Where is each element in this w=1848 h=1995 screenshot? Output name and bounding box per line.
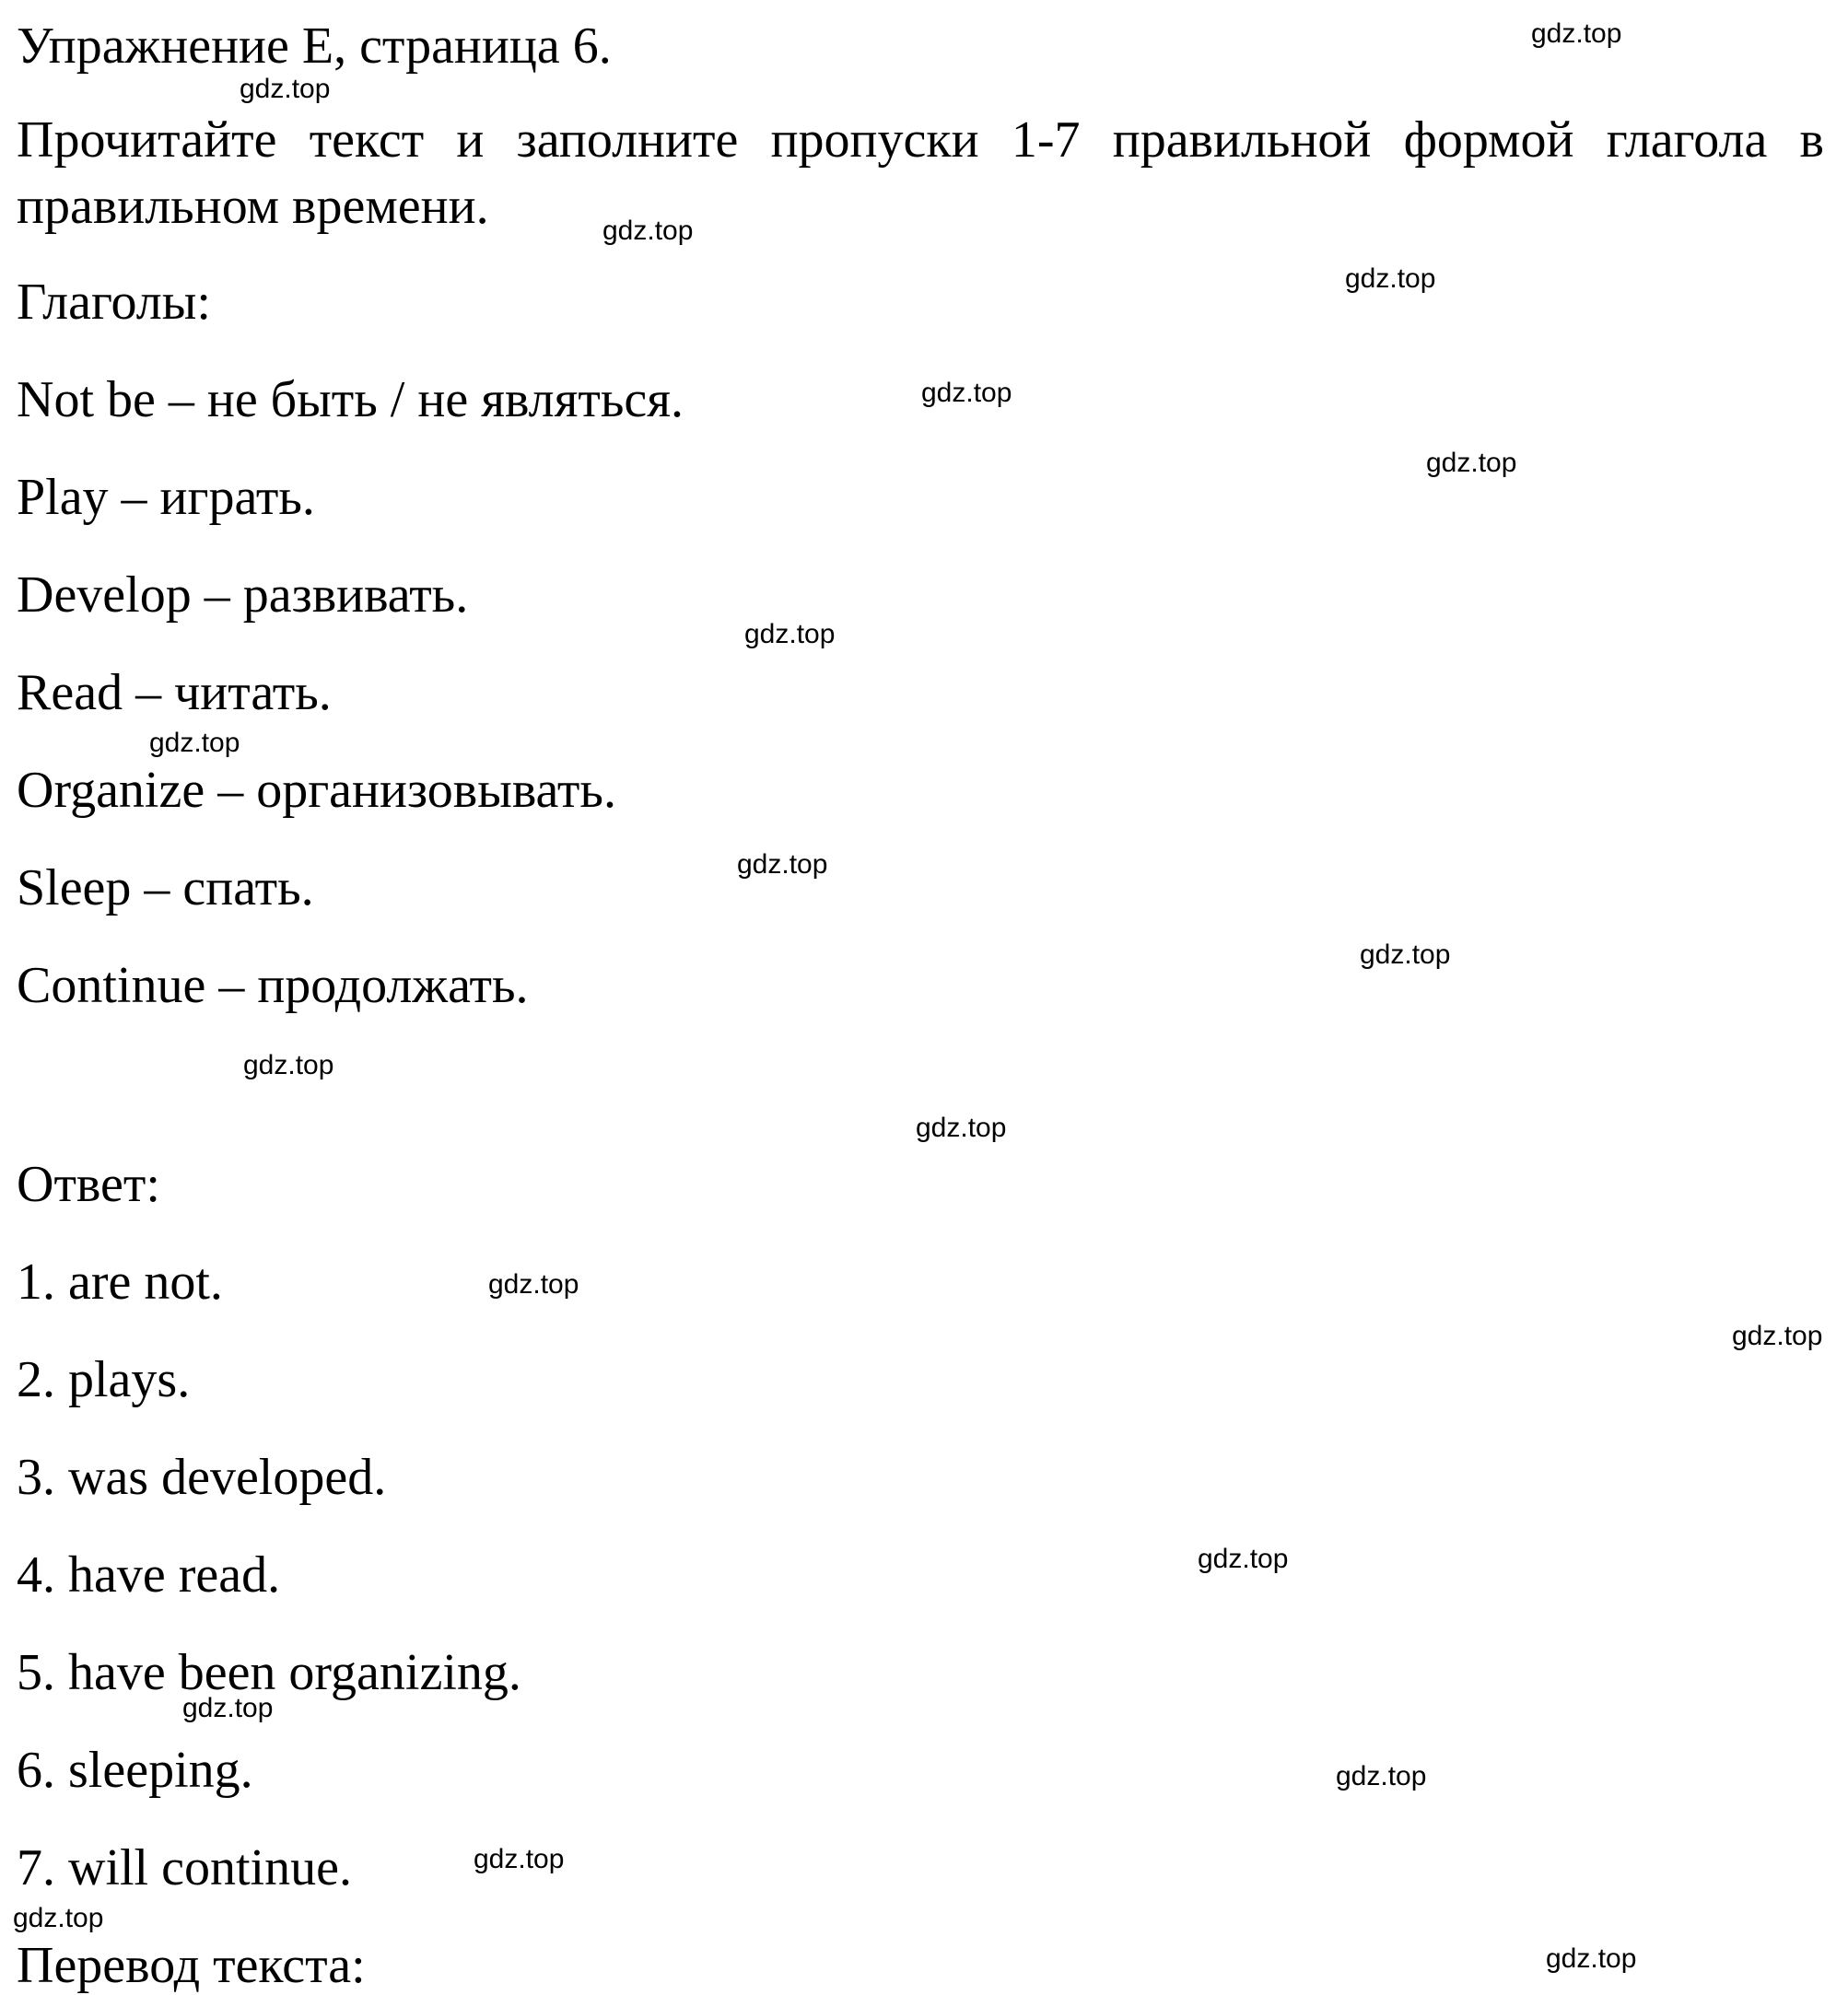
answer-item: 1. are not. [17, 1254, 223, 1311]
watermark: gdz.top [1426, 448, 1517, 478]
watermark: gdz.top [240, 74, 331, 104]
verb-item: Not be – не быть / не являться. [17, 371, 684, 428]
watermark: gdz.top [737, 849, 828, 880]
watermark: gdz.top [149, 728, 240, 758]
instruction-text: Прочитайте текст и заполните пропуски 1-7 правильной формой глагола в правильном времени. [17, 111, 1824, 235]
watermark: gdz.top [474, 1844, 565, 1874]
answer-heading: Ответ: [17, 1156, 160, 1213]
verb-item: Organize – организовывать. [17, 762, 616, 819]
watermark: gdz.top [744, 619, 836, 649]
watermark: gdz.top [488, 1269, 579, 1300]
verb-item: Develop – развивать. [17, 566, 469, 624]
verb-item: Read – читать. [17, 664, 332, 721]
answer-item: 5. have been organizing. [17, 1644, 521, 1701]
verb-item: Play – играть. [17, 469, 315, 526]
answer-item: 6. sleeping. [17, 1742, 253, 1799]
answer-item: 4. have read. [17, 1546, 281, 1604]
answer-item: 3. was developed. [17, 1449, 387, 1506]
verbs-heading: Глаголы: [17, 274, 211, 331]
watermark: gdz.top [921, 378, 1012, 408]
watermark: gdz.top [13, 1903, 104, 1933]
watermark: gdz.top [243, 1050, 334, 1080]
watermark: gdz.top [1732, 1321, 1823, 1351]
answer-item: 2. plays. [17, 1351, 191, 1408]
watermark: gdz.top [916, 1113, 1007, 1143]
verb-item: Continue – продолжать. [17, 957, 529, 1014]
watermark: gdz.top [182, 1693, 274, 1723]
watermark: gdz.top [1336, 1761, 1427, 1791]
answer-item: 7. will continue. [17, 1839, 352, 1896]
watermark: gdz.top [1360, 939, 1451, 970]
watermark: gdz.top [1345, 263, 1436, 294]
watermark: gdz.top [1198, 1544, 1289, 1574]
page-title: Упражнение E, страница 6. [17, 18, 612, 75]
translation-heading: Перевод текста: [17, 1937, 366, 1994]
verb-item: Sleep – спать. [17, 859, 314, 916]
watermark: gdz.top [1546, 1943, 1637, 1974]
watermark: gdz.top [1531, 18, 1622, 49]
watermark: gdz.top [602, 216, 694, 246]
